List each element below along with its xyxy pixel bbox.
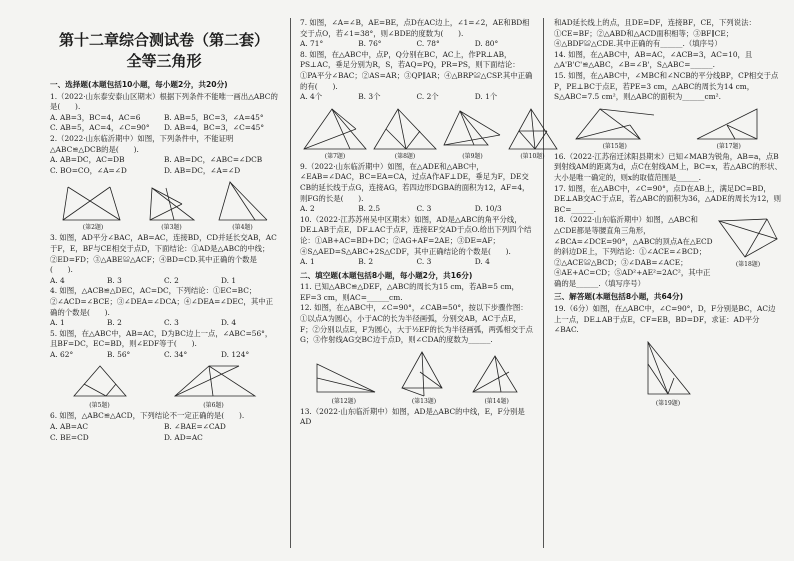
figure-caption: (第3题)	[161, 224, 182, 232]
question-2: 2.（2022·山东临沂期中）如图，下列条件中，不能证明△ABC≌△DCB的是( ).	[50, 133, 234, 154]
figure-7	[300, 105, 370, 160]
figure-17	[691, 105, 766, 150]
figure-8-diagram	[370, 105, 440, 153]
figure-caption: (第13题)	[411, 397, 437, 405]
figure-row	[554, 105, 782, 150]
figure-row	[554, 338, 782, 407]
option: A. 62°	[50, 349, 74, 359]
figure-7-diagram	[300, 105, 370, 153]
question-1: 1.（2022·山东泰安泰山区期末）根据下列条件不能唯一画出△ABC的是( ).	[50, 91, 278, 112]
option: D. AD=AC	[164, 432, 203, 442]
question-3-options	[50, 276, 278, 287]
figure-19	[638, 338, 698, 407]
question-18: 18.（2022·山东临沂期中）如图，△ABC和△CDE都是等腰直角三角形，∠BCA=∠DCE=90°，△ABC的顶点A在△ECD的斜边DE上，下列结论：①∠ACE=∠BCD；②△ACE≌△BCD；③∠DAB=∠ACE；④AE+AC=CD；⑤AD²+AE²=2AC²，其中正确的是______.（填写序号）	[554, 215, 713, 288]
figure-6	[169, 362, 259, 409]
option: A. 2	[300, 204, 315, 214]
question-5-options	[50, 350, 278, 361]
option: B. ∠BAE=∠CAD	[164, 422, 226, 432]
figure-13	[396, 348, 451, 405]
page-title: 第十二章综合测试卷（第二套）	[58, 31, 269, 49]
option: A. AB=AC	[50, 422, 88, 432]
option: B. 2	[107, 318, 122, 328]
figure-17-diagram	[691, 105, 766, 143]
figure-caption: (第12题)	[331, 397, 356, 405]
option: C. AB=5，AC=4，∠C=90°	[50, 123, 150, 133]
option: D. 1	[221, 275, 237, 285]
question-10: 10.（2022·江苏苏州吴中区期末）如图，AD是△ABC的角平分线，DE⊥AB于点E，DF⊥AC于点F，连接EF交AD于点O.给出下列四个结论：①AB+AC=BD+DC；②AG+AF=2AE；③DE=AF；④S△AED=S△ABC+2S△CDF，其中正确结论的个数是( ).	[300, 214, 532, 256]
figure-14	[469, 352, 524, 405]
figure-caption: (第7题)	[324, 152, 346, 160]
question-19: 19.（6分）如图，在△ABC中，∠C=90°，D，F分别是BC，AC边上一点，DE⊥AB于点E，CF=EB，BD=DF，求证：AD平分∠BAC.	[554, 304, 776, 335]
figure-2	[58, 182, 128, 231]
question-8-options	[300, 92, 533, 103]
figure-row	[50, 362, 278, 409]
question-7-options	[300, 39, 533, 50]
figure-caption: (第19题)	[655, 399, 681, 407]
page-subtitle: 全等三角形	[126, 52, 202, 70]
figure-19-diagram	[638, 338, 698, 400]
section-heading: 一、选择题(本题包括10小题，每小题2分，共20分)	[50, 80, 228, 89]
option: A. 1	[50, 318, 65, 328]
option: C. 2	[164, 275, 179, 285]
figure-caption: (第8题)	[394, 152, 416, 160]
figure-18-diagram	[715, 215, 781, 261]
option: D. 4	[474, 257, 490, 267]
option: C. 78°	[416, 39, 440, 49]
question-13: 13.（2022·山东临沂期中）如图，AD是△ABC的中线，E，F分别是AD	[300, 406, 525, 427]
option: C. 3	[416, 204, 432, 214]
option: D. 10/3	[474, 204, 502, 214]
question-15: 15. 如图，在△ABC中，∠MBC和∠NCB的平分线BP，CP相交于点P，PE⊥BC于点E，若PE=3 cm，△ABC的周长为14 cm，S△ABC=7.5 cm²，则△ABC的面积为______cm².	[554, 70, 779, 102]
figure-3-diagram	[144, 182, 199, 224]
figure-13-diagram	[396, 348, 451, 398]
column-left	[50, 18, 278, 443]
option: A. AB=DC，AC=DB	[50, 155, 125, 165]
figure-9-diagram	[440, 105, 505, 153]
question-5: 5. 如图，在△ABC中，AB=AC，D为BC边上一点，∠ABC=56°，且BF=DC，EC=BD，则∠EDF等于( ).	[50, 328, 273, 349]
option: B. 2.5	[358, 204, 381, 214]
question-10-options	[300, 257, 533, 268]
figure-12	[309, 358, 379, 405]
question-1-options	[50, 113, 278, 134]
question-17: 17. 如图，在△ABC中，∠C=90°，点D在AB上，满足DC=BD，DE⊥AB交AC于点E，若△ABC的面积为36，△ADE的周长为12，则BC=______.	[554, 183, 782, 214]
option: A. 1	[300, 257, 315, 267]
question-4: 4. 如图，△ACB≌△DEC，AC=DC，下列结论：①EC=BC；②∠ACD=∠BCE；③∠DEA=∠DCA；④∠DEA=∠DEC，其中正确的个数是( ).	[50, 286, 273, 317]
question-6-options	[50, 422, 278, 443]
option: A. 71°	[300, 39, 324, 49]
figure-caption: (第9题)	[462, 152, 483, 160]
question-13-continued: 和AD延长线上的点，且DE=DF，连接BF，CE，下列说法：①CE=BF；②△ABD和△ACD面积相等；③BF∥CE；④△BDF≌△CDE.其中正确的有______.（填序号）	[554, 18, 756, 49]
figure-caption: (第18题)	[735, 261, 761, 269]
figure-caption: (第17题)	[716, 142, 741, 150]
question-4-options	[50, 318, 278, 329]
option: B. 2	[358, 257, 374, 267]
question-18-block	[554, 215, 782, 289]
question-7: 7. 如图，∠A=∠B，AE=BE，点D在AC边上，∠1=∠2，AE和BD相交于点O，若∠1=38°，则∠BDE的度数为( ).	[300, 18, 530, 38]
option: D. 1个	[474, 92, 498, 102]
figure-5-diagram	[70, 362, 130, 402]
option: A. 4个	[300, 92, 323, 102]
figure-15-diagram	[570, 105, 660, 143]
figure-row	[300, 348, 533, 405]
question-9: 9.（2022·山东临沂期中）如图，在△ADE和△ABC中，∠EAB=∠DAC，BC=EA=CA，过点A作AF⊥DE，垂足为F，DE交CB的延长线于点G，连接AG，若四边形DGBA的面积为12，AF=4，则FG的长是( ).	[300, 161, 530, 203]
question-12: 12. 如图，在△ABC中，∠C=90°，∠CAB=50°，按以下步骤作图：①以点A为圆心，小于AC的长为半径画弧，分别交AB，AC于点E，F；②分别以点E，F为圆心，大于½EF的长为半径画弧，两弧相交于点G；③作射线AG交BC边于点D，则∠CDA的度数为______.	[300, 303, 533, 345]
question-6: 6. 如图，△ABC≌△ACD，下列结论不一定正确的是( ).	[50, 411, 245, 421]
figure-14-diagram	[469, 352, 524, 398]
figure-15	[570, 105, 660, 150]
option: B. 3	[107, 275, 122, 285]
option: A. 4	[50, 275, 65, 285]
option: D. 4	[221, 318, 237, 328]
figure-caption: (第10题)	[520, 152, 545, 160]
figure-8	[370, 105, 440, 160]
option: C. BE=CD	[50, 432, 89, 442]
option: C. 3	[164, 318, 179, 328]
option: D. 124°	[221, 349, 250, 359]
option: B. 76°	[358, 39, 382, 49]
column-right	[554, 18, 782, 409]
question-2-options	[50, 155, 278, 176]
figure-caption: (第5题)	[89, 402, 110, 410]
question-16: 16.（2022·江苏宿迁沭阳县期末）已知∠MAB为锐角，AB=a，点B到射线AM的距离为d，点C在射线AM上，BC=x，若△ABC的形状、大小是唯一确定的，则x的取值范围是______.	[554, 151, 782, 182]
option: B. 56°	[107, 349, 131, 359]
column-divider	[290, 18, 291, 548]
column-middle	[300, 18, 545, 428]
option: A. AB=3，BC=4，AC=6	[50, 112, 141, 122]
figure-18	[714, 215, 782, 268]
section-heading: 三、解答题(本题包括8小题，共64分)	[554, 292, 684, 302]
option: B. AB=5，BC=3，∠A=45°	[164, 112, 264, 122]
figure-caption: (第14题)	[484, 397, 509, 405]
figure-4-diagram	[215, 178, 270, 224]
figure-6-diagram	[169, 362, 259, 402]
question-14: 14. 如图，在△ABC中，AB=AC，∠ACB=3，AC=10，且△A'B'C'≌△ABC，∠B=∠B'，S△ABC=______.	[554, 49, 753, 70]
section-heading: 二、填空题(本题包括8小题，每小题2分，共16分)	[300, 270, 473, 280]
figure-10-diagram	[505, 105, 560, 153]
option: B. 3个	[358, 92, 381, 102]
figure-row	[300, 105, 545, 160]
option: C. 34°	[164, 349, 188, 359]
option: D. AB=DC，∠A=∠D	[164, 165, 241, 175]
option: D. AB=4，BC=3，∠C=45°	[164, 123, 265, 133]
figure-3	[144, 182, 199, 231]
figure-caption: (第6题)	[203, 402, 224, 410]
figure-10	[505, 105, 560, 160]
column-divider	[543, 18, 544, 548]
figure-caption: (第4题)	[232, 224, 253, 232]
question-8: 8. 如图，在△ABC中，点P，Q分别在BC，AC上，作PR⊥AB，PS⊥AC，垂足分别为R，S，若AQ=PQ，PR=PS，则下面结论：①PA平分∠BAC；②AS=AR；③QP∥AR；④△BRP≌△CSP.其中正确的有( ).	[300, 49, 533, 91]
figure-caption: (第15题)	[602, 142, 627, 150]
figure-9	[440, 105, 505, 160]
option: B. AB=DC，∠ABC=∠DCB	[164, 155, 263, 165]
question-3: 3. 如图，AD平分∠BAC，AB=AC，连接BD，CD并延长交AB，AC于F，E，BF与CE相交于点D，下面结论：①AD是△ABC的中线；②ED=FD；③△ABE≌△ACF；④BD=CD.其中正确的个数是( ).	[50, 233, 277, 275]
figure-caption: (第2题)	[82, 224, 104, 232]
figure-5	[70, 362, 130, 409]
option: C. 2个	[416, 92, 439, 102]
figure-row	[50, 178, 278, 231]
figure-12-diagram	[309, 358, 379, 398]
option: C. 3	[416, 257, 432, 267]
figure-4	[215, 178, 270, 231]
option: D. 80°	[474, 39, 499, 49]
question-9-options	[300, 204, 533, 215]
figure-2-diagram	[58, 182, 128, 224]
question-11: 11. 已知△ABC≌△DEF，△ABC的周长为15 cm，若AB=5 cm，EF=3 cm，则AC=______cm.	[300, 282, 519, 302]
option: C. BO=CO，∠A=∠D	[50, 165, 127, 175]
